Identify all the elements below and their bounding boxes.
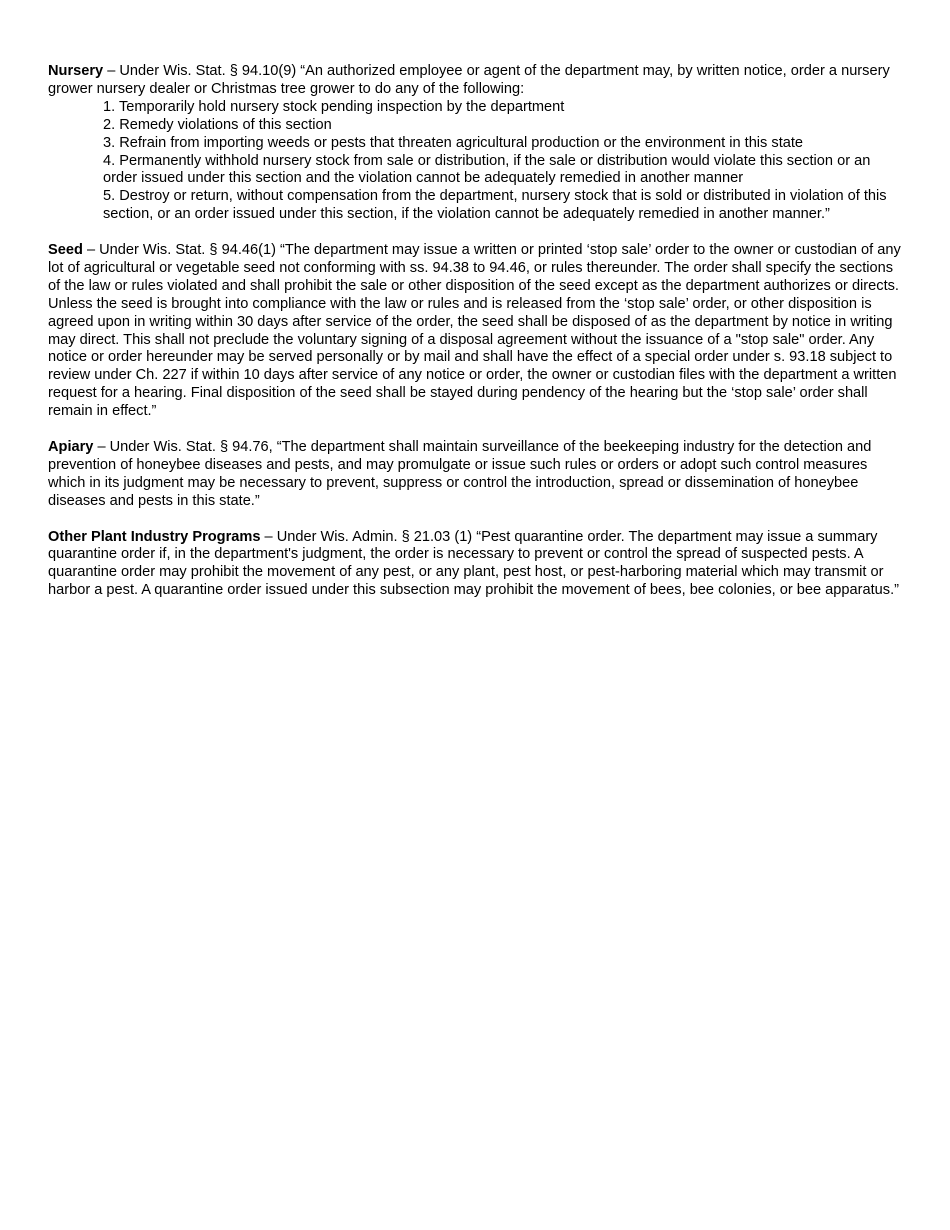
seed-text: – Under Wis. Stat. § 94.46(1) “The department may issue a written or printed ‘stop sale’ order to the owner or custodian of any lot of agricultural or vegetable seed not conforming with ss. 94.38 to 94.46, or rules thereunder. The order shall specify the sections of the law or rules violated and shall prohibit the sale or other disposition of the seed except as the department authorizes or directs. Unless the seed is brought into compliance with the law or rules and is released from the ‘stop sale’ order, or other disposition is agreed upon in writing within 30 days after service of the order, the seed shall be disposed of as the department by notice in writing may direct. This shall not preclude the voluntary signing of a disposal agreement without the issuance of a "stop sale" order. Any notice or order hereunder may be served personally or by mail and shall have the effect of a special order under s. 93.18 subject to review under Ch. 227 if within 10 days after service of any notice or order, the owner or custodian files with the department a written request for a hearing. Final disposition of the seed shall be stayed during pendency of the hearing but the ‘stop sale’ order shall remain in effect.” — [48, 242, 901, 420]
list-item: 3. Refrain from importing weeds or pests that threaten agricultural production or the environment in this state — [103, 134, 804, 151]
nursery-list — [48, 99, 904, 224]
list-item: 4. Permanently withhold nursery stock from sale or distribution, if the sale or distribution would violate this section or an order issued under this section and the violation cannot be adequately remedied in another manner — [103, 152, 871, 187]
list-item: 5. Destroy or return, without compensation from the department, nursery stock that is sold or distributed in violation of this section, or an order issued under this section, if the violation cannot be adequately remedied in another manner.” — [103, 188, 887, 223]
other-paragraph — [48, 529, 904, 601]
section-seed — [48, 242, 904, 421]
other-text: – Under Wis. Admin. § 21.03 (1) “Pest quarantine order. The department may issue a summary quarantine order if, in the department's judgment, the order is necessary to prevent or control the spread of suspected pests. A quarantine order may prohibit the movement of any pest, or any plant, pest host, or pest-harboring material which may transmit or harbor a pest. A quarantine order issued under this subsection may prohibit the movement of bees, bee colonies, or bee apparatus.” — [48, 528, 900, 599]
seed-paragraph — [48, 242, 904, 421]
apiary-paragraph — [48, 439, 904, 511]
nursery-text: – Under Wis. Stat. § 94.10(9) “An authorized employee or agent of the department may, by written notice, order a nursery grower nursery dealer or Christmas tree grower to do any of the following: — [48, 63, 890, 97]
seed-heading: Seed — [48, 242, 83, 259]
section-other-plant-industry — [48, 529, 904, 601]
list-item: 1. Temporarily hold nursery stock pending inspection by the department — [103, 98, 565, 115]
nursery-paragraph — [48, 63, 904, 99]
section-nursery — [48, 63, 904, 224]
list-item: 2. Remedy violations of this section — [103, 116, 332, 133]
nursery-heading: Nursery — [48, 63, 104, 79]
other-heading: Other Plant Industry Programs — [48, 528, 261, 545]
document-page — [48, 63, 904, 618]
section-apiary — [48, 439, 904, 511]
apiary-heading: Apiary — [48, 439, 94, 455]
apiary-text: – Under Wis. Stat. § 94.76, “The department shall maintain surveillance of the beekeeping industry for the detection and prevention of honeybee diseases and pests, and may promulgate or issue such rules or orders or adopt such control measures which in its judgment may be necessary to prevent, suppress or control the introduction, spread or dissemination of honeybee diseases and pests in this state.” — [48, 439, 872, 509]
